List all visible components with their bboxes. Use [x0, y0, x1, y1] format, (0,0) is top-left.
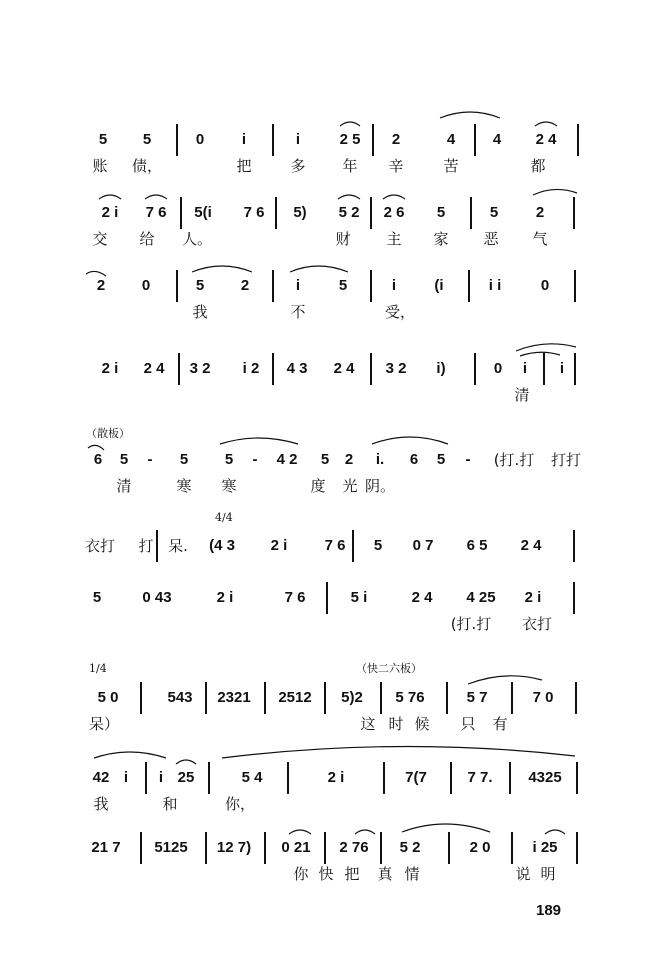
lyric: 你， — [224, 795, 256, 813]
barline — [176, 270, 178, 302]
note: 5 76 — [395, 689, 425, 706]
score-system-1 — [0, 132, 660, 192]
barline — [575, 682, 577, 714]
note: 7 6 — [324, 537, 346, 554]
score-system-10 — [0, 840, 660, 900]
note: 42 — [92, 769, 110, 786]
note: 2 6 — [383, 204, 405, 221]
lyric: 寒 — [176, 477, 192, 495]
barline — [326, 582, 328, 614]
lyric: 衣打 — [521, 615, 553, 633]
lyric: 家 — [433, 230, 449, 248]
note: i — [295, 277, 301, 294]
lyric: 光 — [342, 477, 358, 495]
note: i 25 — [532, 839, 558, 856]
barline — [511, 682, 513, 714]
note: 6 — [409, 451, 419, 468]
lyric: 只 — [460, 715, 476, 733]
barline — [576, 832, 578, 864]
lyric: (打.打 — [450, 615, 492, 633]
note: 5125 — [154, 839, 188, 856]
note: - — [252, 451, 258, 468]
note: i — [295, 131, 301, 148]
note: 5 2 — [399, 839, 421, 856]
note: i 2 — [242, 360, 260, 377]
note: 4325 — [528, 769, 562, 786]
page-number: 189 — [536, 902, 562, 919]
barline — [324, 682, 326, 714]
barline — [474, 124, 476, 156]
lyric: 真 — [377, 865, 393, 883]
score-system-9 — [0, 770, 660, 830]
lyric: 候 — [414, 715, 430, 733]
lyric: 受， — [384, 303, 416, 321]
barline — [370, 353, 372, 385]
tempo-label: （散板） — [86, 427, 130, 440]
note: 2321 — [217, 689, 251, 706]
note: i) — [436, 360, 446, 377]
barline — [543, 353, 545, 385]
tempo-label: （快二六板） — [356, 662, 422, 675]
note: i. — [375, 451, 385, 468]
note: 7 7. — [467, 769, 493, 786]
time-signature: 4/4 — [215, 511, 233, 524]
note: 2 4 — [143, 360, 165, 377]
note: 4 — [446, 131, 456, 148]
note: 7 0 — [532, 689, 554, 706]
barline — [264, 682, 266, 714]
note: 5 — [489, 204, 499, 221]
barline — [272, 270, 274, 302]
note: i — [391, 277, 397, 294]
note: 6 — [93, 451, 103, 468]
note: (4 3 — [209, 537, 235, 554]
lyric: 和 — [162, 795, 178, 813]
note: 2 — [240, 277, 250, 294]
note: - — [465, 451, 471, 468]
note: 5 — [338, 277, 348, 294]
barline — [574, 353, 576, 385]
note: 2 i — [327, 769, 345, 786]
note: 7(7 — [405, 769, 427, 786]
lyric: 有 — [492, 715, 508, 733]
note: i — [522, 360, 528, 377]
barline — [511, 832, 513, 864]
note: 4 2 — [276, 451, 298, 468]
lyric: 把 — [236, 157, 252, 175]
note: - — [147, 451, 153, 468]
lyric: 恶 — [483, 230, 499, 248]
note: 5 — [98, 131, 108, 148]
barline — [577, 124, 579, 156]
barline — [474, 353, 476, 385]
lyric: 都 — [530, 157, 546, 175]
barline — [205, 832, 207, 864]
lyric: 清 — [514, 386, 530, 404]
note: 2 — [96, 277, 106, 294]
note: 0 43 — [142, 589, 172, 606]
score-system-2 — [0, 205, 660, 265]
barline — [140, 682, 142, 714]
lyric: 人。 — [181, 230, 213, 248]
note: 呆. — [168, 537, 188, 555]
note: 0 — [141, 277, 151, 294]
note: 打打 — [550, 451, 582, 469]
note: 5 — [436, 451, 446, 468]
note: 5 i — [350, 589, 368, 606]
score-system-3 — [0, 278, 660, 338]
lyric: 苦 — [443, 157, 459, 175]
note: 3 2 — [385, 360, 407, 377]
note: 5(i — [194, 204, 212, 221]
note: 0 — [195, 131, 205, 148]
barline — [448, 832, 450, 864]
note: 7 6 — [145, 204, 167, 221]
lyric: 寒 — [221, 477, 237, 495]
barline — [352, 530, 354, 562]
note: 7 6 — [284, 589, 306, 606]
note: 5 — [224, 451, 234, 468]
note: i i — [488, 277, 502, 294]
note: 21 7 — [91, 839, 121, 856]
lyric: 账 — [92, 157, 108, 175]
lyric: 度 — [310, 477, 326, 495]
note: i — [123, 769, 129, 786]
time-signature: 1/4 — [89, 662, 107, 675]
note: 0 — [493, 360, 503, 377]
note: 0 21 — [281, 839, 311, 856]
lyric: 不 — [290, 303, 306, 321]
note: 3 2 — [189, 360, 211, 377]
lyric: 这 — [360, 715, 376, 733]
note: 衣打 — [84, 537, 116, 555]
note: 2 i — [101, 360, 119, 377]
note: 25 — [177, 769, 195, 786]
barline — [574, 270, 576, 302]
barline — [370, 197, 372, 229]
note: 2 5 — [339, 131, 361, 148]
note: 543 — [167, 689, 193, 706]
barline — [156, 530, 158, 562]
note: 5 7 — [466, 689, 488, 706]
lyric: 债， — [131, 157, 163, 175]
note: 5 — [179, 451, 189, 468]
note: 4 — [492, 131, 502, 148]
barline — [470, 197, 472, 229]
barline — [176, 124, 178, 156]
note: 6 5 — [466, 537, 488, 554]
note: 5 — [320, 451, 330, 468]
note: (i — [434, 277, 444, 294]
barline — [468, 270, 470, 302]
note: 5 2 — [338, 204, 360, 221]
note: i — [559, 360, 565, 377]
lyric: 给 — [139, 230, 155, 248]
barline — [272, 124, 274, 156]
note: 2 4 — [333, 360, 355, 377]
lyric: 呆） — [88, 715, 120, 733]
note: 5 — [436, 204, 446, 221]
lyric: 快 — [318, 865, 334, 883]
note: 5 — [195, 277, 205, 294]
barline — [383, 762, 385, 794]
note: 12 7) — [216, 839, 252, 856]
barline — [380, 832, 382, 864]
note: 5 — [373, 537, 383, 554]
score-system-8 — [0, 690, 660, 750]
note: 0 7 — [412, 537, 434, 554]
note: 5 0 — [97, 689, 119, 706]
note: 2 i — [524, 589, 542, 606]
note: 5) — [293, 204, 307, 221]
score-system-5 — [0, 452, 660, 512]
lyric: 你 — [293, 865, 309, 883]
barline — [370, 270, 372, 302]
note: 2 — [535, 204, 545, 221]
lyric: 年 — [342, 157, 358, 175]
note: i — [241, 131, 247, 148]
note: 2512 — [278, 689, 312, 706]
note: 5 4 — [241, 769, 263, 786]
lyric: 我 — [192, 303, 208, 321]
lyric: 多 — [290, 157, 306, 175]
note: 2 0 — [469, 839, 491, 856]
note: 5)2 — [341, 689, 363, 706]
note: 2 — [391, 131, 401, 148]
lyric: 说 — [515, 865, 531, 883]
note: 2 i — [101, 204, 119, 221]
score-system-4 — [0, 361, 660, 421]
lyric: 情 — [404, 865, 420, 883]
note: 5 — [142, 131, 152, 148]
note: 5 — [119, 451, 129, 468]
lyric: 把 — [344, 865, 360, 883]
barline — [573, 197, 575, 229]
barline — [208, 762, 210, 794]
lyric: 财 — [335, 230, 351, 248]
lyric: 气 — [532, 230, 548, 248]
barline — [509, 762, 511, 794]
note: 2 4 — [520, 537, 542, 554]
barline — [275, 197, 277, 229]
barline — [380, 682, 382, 714]
barline — [450, 762, 452, 794]
note: 5 — [92, 589, 102, 606]
note: 2 76 — [339, 839, 369, 856]
barline — [140, 832, 142, 864]
note: 2 i — [216, 589, 234, 606]
barline — [145, 762, 147, 794]
note: (打.打 — [493, 451, 535, 469]
barline — [287, 762, 289, 794]
note: 7 6 — [243, 204, 265, 221]
note: 4 3 — [286, 360, 308, 377]
lyric: 交 — [92, 230, 108, 248]
note: 2 4 — [535, 131, 557, 148]
note: 2 4 — [411, 589, 433, 606]
barline — [264, 832, 266, 864]
barline — [573, 582, 575, 614]
barline — [576, 762, 578, 794]
note: 0 — [540, 277, 550, 294]
note: i — [158, 769, 164, 786]
lyric: 辛 — [388, 157, 404, 175]
barline — [178, 353, 180, 385]
score-system-7 — [0, 590, 660, 650]
lyric: 明 — [540, 865, 556, 883]
note: 打 — [138, 537, 154, 555]
lyric: 主 — [386, 230, 402, 248]
lyric: 清 — [116, 477, 132, 495]
barline — [205, 682, 207, 714]
note: 4 25 — [466, 589, 496, 606]
lyric: 时 — [388, 715, 404, 733]
barline — [573, 530, 575, 562]
note: 2 i — [270, 537, 288, 554]
lyric: 我 — [93, 795, 109, 813]
barline — [272, 353, 274, 385]
note: 2 — [344, 451, 354, 468]
lyric: 阴。 — [364, 477, 396, 495]
barline — [372, 124, 374, 156]
barline — [446, 682, 448, 714]
barline — [180, 197, 182, 229]
barline — [324, 832, 326, 864]
